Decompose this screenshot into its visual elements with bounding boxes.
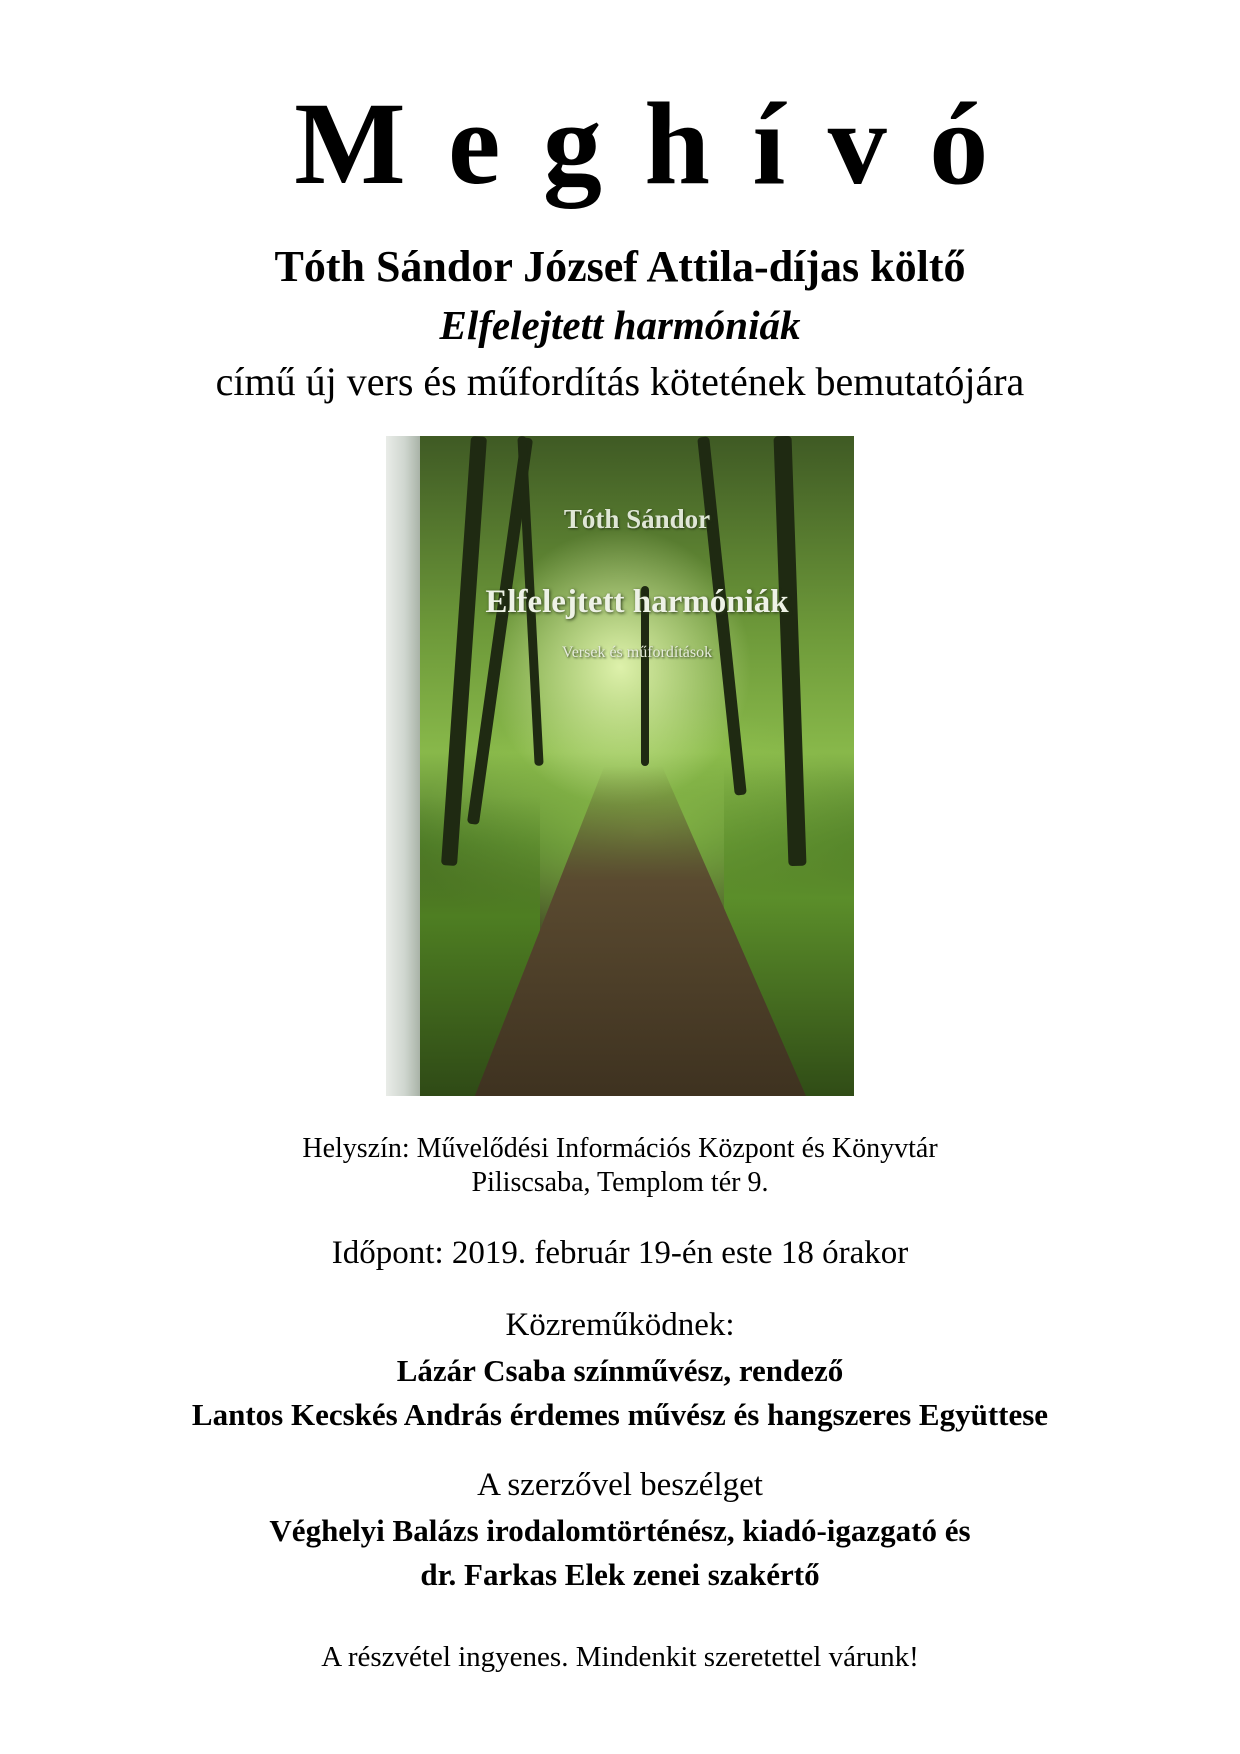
- book-title: Elfelejtett harmóniák: [439, 302, 801, 348]
- cover-author: Tóth Sándor: [563, 504, 711, 534]
- cover-spine: [386, 436, 420, 1096]
- talk-label: A szerzővel beszélget: [477, 1467, 763, 1503]
- contributor-2: Lantos Kecskés András érdemes művész és hangszeres Együttese: [191, 1397, 1049, 1432]
- talk-partner-1: Véghelyi Balázs irodalomtörténész, kiadó-igazgató és: [269, 1513, 971, 1548]
- cover-subtitle: Versek és műfordítások: [561, 644, 713, 661]
- book-cover-image: [386, 436, 854, 1096]
- cover-title: Elfelejtett harmóniák: [485, 584, 789, 620]
- contributor-1: Lázár Csaba színművész, rendező: [396, 1353, 844, 1388]
- event-time: Időpont: 2019. február 19-én este 18 órakor: [331, 1235, 909, 1271]
- author-line: Tóth Sándor József Attila-díjas költő: [274, 242, 966, 291]
- invitation-title: Meghívó: [294, 78, 1031, 209]
- footer-note: A részvétel ingyenes. Mindenkit szeretettel várunk!: [321, 1641, 919, 1673]
- intro-line: című új vers és műfordítás kötetének bemutatójára: [215, 359, 1025, 404]
- venue-line-1: Helyszín: Művelődési Információs Központ és Könyvtár: [302, 1133, 938, 1164]
- contributors-label: Közreműködnek:: [505, 1307, 735, 1343]
- talk-partner-2: dr. Farkas Elek zenei szakértő: [420, 1557, 820, 1592]
- venue-line-2: Piliscsaba, Templom tér 9.: [471, 1167, 769, 1198]
